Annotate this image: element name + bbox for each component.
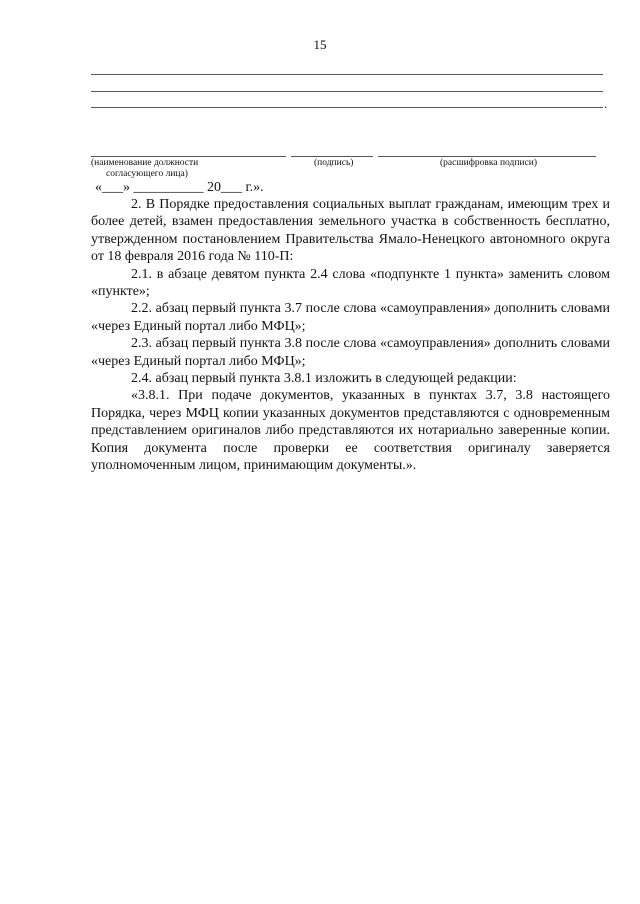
signature-line: [291, 156, 373, 157]
page-number: 15: [313, 37, 327, 52]
paragraph: 2.3. абзац первый пункта 3.8 после слова «самоуправления» дополнить словами «через Единый портал либо МФЦ»;: [91, 336, 610, 369]
paragraph: 2.1. в абзаце девятом пункта 2.4 слова «подпункте 1 пункта» заменить словом «пункте»;: [91, 266, 610, 300]
position-signature-line: [91, 156, 286, 157]
paragraph: 2.4. абзац первый пункта 3.8.1 изложить в следующей редакции:: [131, 371, 517, 387]
paragraph: 2.2. абзац первый пункта 3.7 после слова «самоуправления» дополнить словами «через Единый портал либо МФЦ»;: [91, 301, 610, 334]
position-caption-line-1: (наименование должности: [91, 158, 199, 168]
position-caption: [91, 158, 198, 180]
paragraph: «3.8.1. При подаче документов, указанных в пунктах 3.7, 3.8 настоящего Порядка, через МФЦ копии указанных документов представляются с одновременным представлением оригиналов либо представляются их нотариально заверенные копии. Копия документа после проверки ее соответствия оригиналу заверяется уполномоченным лицом, принимающим документы.».: [91, 388, 610, 474]
signature-decode-line: [378, 156, 596, 157]
signature-caption: (подпись): [314, 158, 354, 168]
signature-decode-caption: (расшифровка подписи): [440, 158, 537, 168]
date-line: «___» __________ 20___ г.».: [95, 180, 264, 195]
document-body: [91, 196, 610, 475]
paragraph: 2. В Порядке предоставления социальных выплат гражданам, имеющим трех и более детей, взамен предоставления земельного участка в собственность бесплатно, утвержденном постановлением Правительства Ямало-Ненецкого автономного округа от 18 февраля 2016 года № 110-П:: [91, 197, 610, 265]
blank-line-1: [91, 74, 603, 75]
blank-line-3: [91, 107, 603, 108]
blank-line-end-mark: .: [604, 96, 608, 111]
position-caption-line-2: согласующего лица): [106, 169, 188, 179]
blank-line-2: [91, 91, 603, 92]
